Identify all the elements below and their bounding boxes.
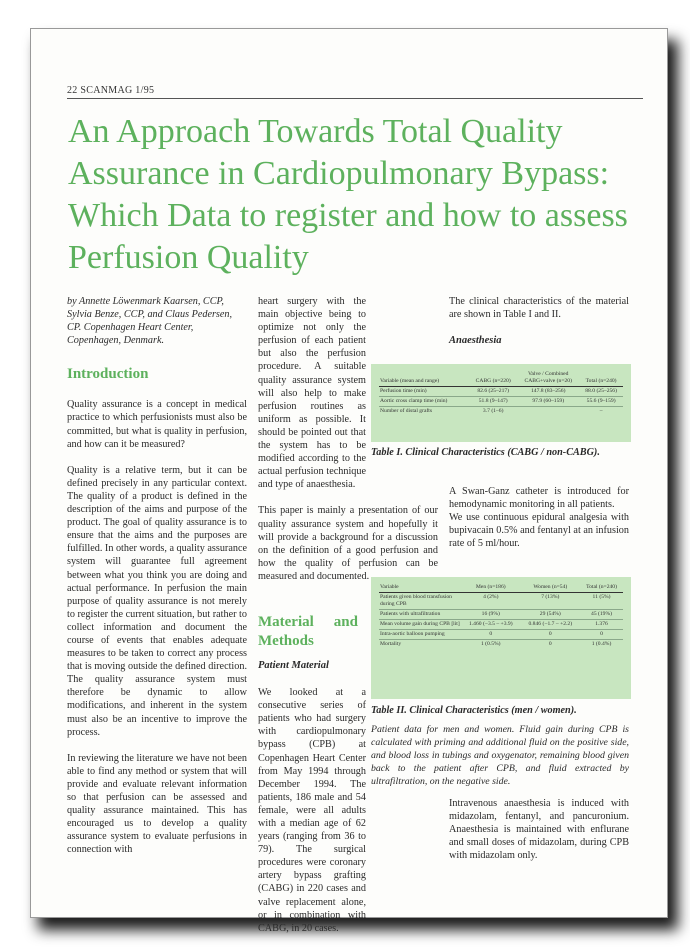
column-1 xyxy=(67,295,247,869)
table-row xyxy=(379,387,623,397)
journal-page xyxy=(30,28,668,934)
table-cell: 88.0 (25–256) xyxy=(579,387,623,397)
table-cell: 147.8 (83–256) xyxy=(517,387,579,397)
table-cell: 3.7 (1–6) xyxy=(469,407,517,417)
table-cell: Patients given blood transfusion during CPB xyxy=(379,593,461,610)
paragraph: The clinical characteristics of the material are shown in Table I and II. xyxy=(449,296,629,321)
column-3 xyxy=(449,295,629,347)
table-cell: Intra-aortic balloon pumping xyxy=(379,630,461,640)
paragraph: heart surgery with the main objective being to optimize not only the perfusion of each patient but also the perfusion procedure. A suitable quality assurance system will also help to make perfusion routines as uniform as possible. It should be pointed out that the system has to be modified according to the actual perfusion technique and type of anaesthesia. xyxy=(258,296,366,491)
table-cell: 82.6 (25–217) xyxy=(469,387,517,397)
table-header-cell: Variable xyxy=(379,583,461,593)
table-header-row xyxy=(379,583,623,593)
table-header-cell: Total (n=240) xyxy=(579,370,623,387)
table-cell: 11 (5%) xyxy=(580,593,623,610)
table-1 xyxy=(371,364,631,442)
table-cell: 29 (54%) xyxy=(521,610,581,620)
table-cell: 0 xyxy=(461,630,521,640)
table-cell: Patients with ultrafiltration xyxy=(379,610,461,620)
article-title: An Approach Towards Total Quality Assurance in Cardiopulmonary Bypass: Which Data to register and how to assess Perfusion Quality xyxy=(68,113,628,276)
subheading-patient-material: Patient Material xyxy=(258,659,329,671)
table-row xyxy=(379,407,623,417)
table-2 xyxy=(371,577,631,699)
section-heading-introduction: Introduction xyxy=(67,366,149,383)
table-cell: 97.9 (60–159) xyxy=(517,397,579,407)
table-cell: 45 (19%) xyxy=(580,610,623,620)
table-cell: – xyxy=(579,407,623,417)
table-header-cell: Total (n=240) xyxy=(580,583,623,593)
paragraph: Quality assurance is a concept in medical practice to which perfusionists must also be committed, but what is quality in perfusion, and how can it be measured? xyxy=(67,399,247,450)
header-rule xyxy=(67,98,643,99)
table-2-caption: Table II. Clinical Characteristics (men / women). xyxy=(371,705,577,716)
subheading-anaesthesia: Anaesthesia xyxy=(449,335,502,347)
table-1-grid xyxy=(379,370,623,416)
table-row xyxy=(379,640,623,650)
table-cell: 0 xyxy=(521,640,581,650)
table-header-cell: Variable (mean and range) xyxy=(379,370,469,387)
table-cell: Aortic cross clamp time (min) xyxy=(379,397,469,407)
table-cell: 0 xyxy=(580,630,623,640)
table-cell: Number of distal grafts xyxy=(379,407,469,417)
table-row xyxy=(379,593,623,610)
table-cell: 1 (0.5%) xyxy=(461,640,521,650)
table-cell: 1 (0.4%) xyxy=(580,640,623,650)
column-3-bottom xyxy=(449,797,629,875)
table-cell: 1.376 xyxy=(580,620,623,630)
table-row xyxy=(379,630,623,640)
table-1-caption: Table I. Clinical Characteristics (CABG / non-CABG). xyxy=(371,447,600,458)
table-cell: Mortality xyxy=(379,640,461,650)
paragraph: Intravenous anaesthesia is induced with midazolam, fentanyl, and pancuronium. Anaesthesia is maintained with enflurane and small doses of midazolam, during CPB with midazolam only. xyxy=(449,798,629,862)
paragraph: This paper is mainly a presentation of our quality assurance system and hopefully it will provide a background for a discussion on the definition of a good perfusion and how the quality of perfusion can be measured and documented. xyxy=(258,505,438,582)
table-row xyxy=(379,610,623,620)
table-cell: 7 (13%) xyxy=(521,593,581,610)
paragraph: Quality is a relative term, but it can be defined precisely in any particular context. The quality of a product is defined in the description of the aims and purpose of the product. The goal of quality assurance is to ensure that the aims and the purposes are fulfilled. In other words, a quality assurance system will guarantee full agreement between what you think you are doing and actual performance. In perfusion the main purpose of quality assurance is not merely to register the current situation, but rather to collect information and document the course of events that enables adequate measures to be taken to correct any process that is moving outside the defined direction. The quality assurance system must therefore be dynamic to allow modifications, and inherent in the system must also be an incentive to improve the process. xyxy=(67,464,247,738)
author-byline: by Annette Löwenmark Kaarsen, CCP, Sylvia Benze, CCP, and Claus Pedersen, CP. Copenhagen Heart Center, Copenhagen, Denmark. xyxy=(67,296,233,347)
table-row xyxy=(379,620,623,630)
table-header-row xyxy=(379,370,623,387)
paragraph: We use continuous epidural analgesia with bupivacain 0.5% and fentanyl at an infusion rate of 5 ml/hour. xyxy=(449,512,629,550)
table-cell: 51.8 (9–147) xyxy=(469,397,517,407)
paragraph: In reviewing the literature we have not been able to find any method or system that will provide and evaluate relevant information so that perfusion can be assessed and quality assurance maintained. This has encouraged us to develop a quality assurance system to evaluate perfusions in connection with xyxy=(67,752,247,856)
paragraph: A Swan-Ganz catheter is introduced for hemodynamic monitoring in all patients. xyxy=(449,486,629,511)
table-header-cell: CABG (n=220) xyxy=(469,370,517,387)
table-cell: 0 xyxy=(521,630,581,640)
column-3-lower xyxy=(449,485,629,563)
paragraph: We looked at a consecutive series of patients who had surgery with cardiopulmonary bypass (CPB) at Copenhagen Heart Center from May 1994 through December 1994. The patients, 186 male and 54 female, were all adults with a median age of 62 years (ranging from 36 to 79). The surgical procedures were coronary artery bypass grafting (CABG) in 220 cases and valve replacement alone, or in combination with CABG, in 20 cases. xyxy=(258,687,366,934)
table-row xyxy=(379,397,623,407)
table-cell: Perfusion time (min) xyxy=(379,387,469,397)
section-heading-material-methods: Material and Methods xyxy=(258,613,358,649)
table-cell: Mean volume gain during CPB [lit] xyxy=(379,620,461,630)
table-cell: 16 (9%) xyxy=(461,610,521,620)
table-2-grid xyxy=(379,583,623,649)
table-cell: 1.460 (−3.5 – +3.9) xyxy=(461,620,521,630)
table-cell: 4 (2%) xyxy=(461,593,521,610)
table-cell: 55.6 (9–159) xyxy=(579,397,623,407)
table-2-note: Patient data for men and women. Fluid gain during CPB is calculated with priming and additional fluid on the positive side, and blood loss in tubings and oxygenator, remaining blood given back to the patient after CPB, and fluid extracted by ultrafiltration, on the negative side. xyxy=(371,724,629,787)
running-header: 22 SCANMAG 1/95 xyxy=(67,85,155,96)
table-header-cell: Valve / Combined CABG+valve (n=20) xyxy=(517,370,579,387)
table-cell: 0.846 (−1.7 – +2.2) xyxy=(521,620,581,630)
table-header-cell: Men (n=186) xyxy=(461,583,521,593)
table-header-cell: Women (n=54) xyxy=(521,583,581,593)
table-cell xyxy=(517,407,579,417)
